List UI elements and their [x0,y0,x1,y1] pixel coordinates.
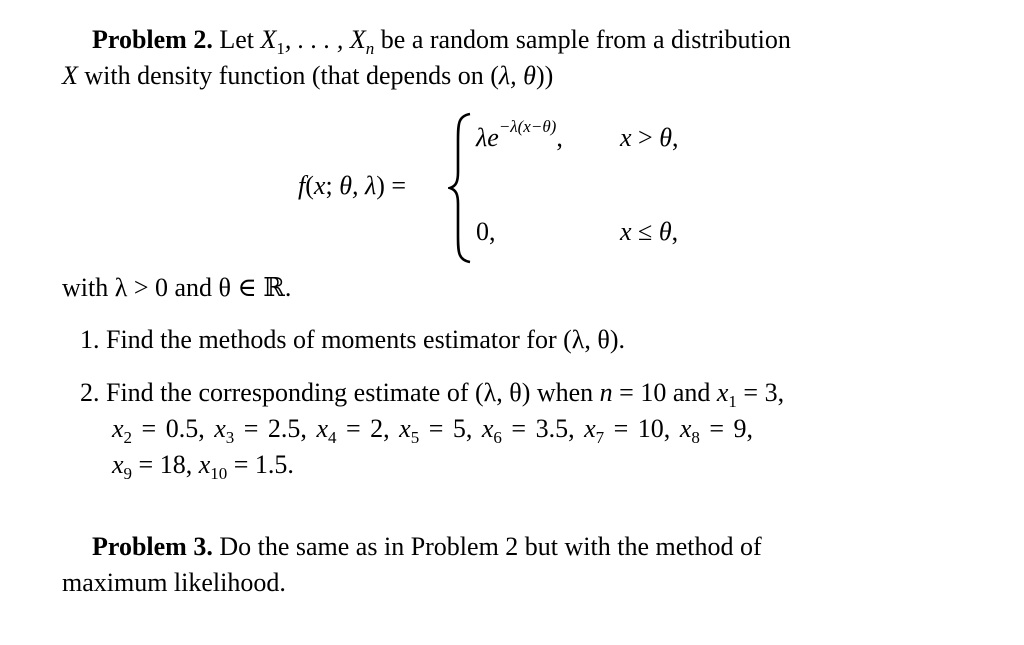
item-1 [80,322,625,358]
problem2-line1 [92,22,791,58]
item-1-text: Find the methods of moments estimator for (λ, θ). [106,325,625,354]
problem3-text-1: Do the same as in Problem 2 but with the method of [219,532,762,561]
problem2-heading: Problem 2. [92,25,213,54]
math-X: X [62,61,78,90]
item-2-line3: $x_9 = 18$, $x_{10} = 1.5$. [112,450,294,484]
problem3-heading: Problem 3. [92,532,213,561]
case1-expr: $\lambda e^{-\lambda(x-\theta)}$, [476,117,563,152]
problem3-line1 [92,529,762,565]
case2-cond: x ≤ θ, [620,217,679,246]
problem3-text-2: maximum likelihood. [62,568,286,597]
problem2-text-let: Let [219,25,254,54]
condition-text: with λ > 0 and θ ∈ ℝ. [62,273,292,302]
math-sample: $X_1$, . . . , $X_n$ [260,25,375,59]
case1-cond: x > θ, [620,123,679,152]
item-2-line2: $x_2 = 0.5$, $x_3 = 2.5$, $x_4 = 2$, $x_5 = 5$, $x_6 = 3.5$, $x_7 = 10$, $x_8 = 9$, [112,414,754,448]
density-lhs: f(x; θ, λ) = [298,171,407,200]
item-1-number: 1. [80,325,100,354]
left-brace-icon [448,112,474,264]
item-2-line1: 2. Find the corresponding estimate of (λ, θ) when n = 10 and $x_1 = 3$, [80,378,785,412]
problem2-text-density: with density function (that depends on [84,61,484,90]
case2-expr: 0, [476,217,496,246]
math-params: (λ, θ)) [490,61,554,90]
problem2-text-sample: be a random sample from a distribution [380,25,791,54]
problem2-line2 [62,58,553,94]
item-2-text: Find the corresponding estimate of (λ, θ) when [106,378,594,407]
problem2-condition [62,270,291,306]
item-2-number: 2. [80,378,100,407]
problem3-line2 [62,565,286,601]
